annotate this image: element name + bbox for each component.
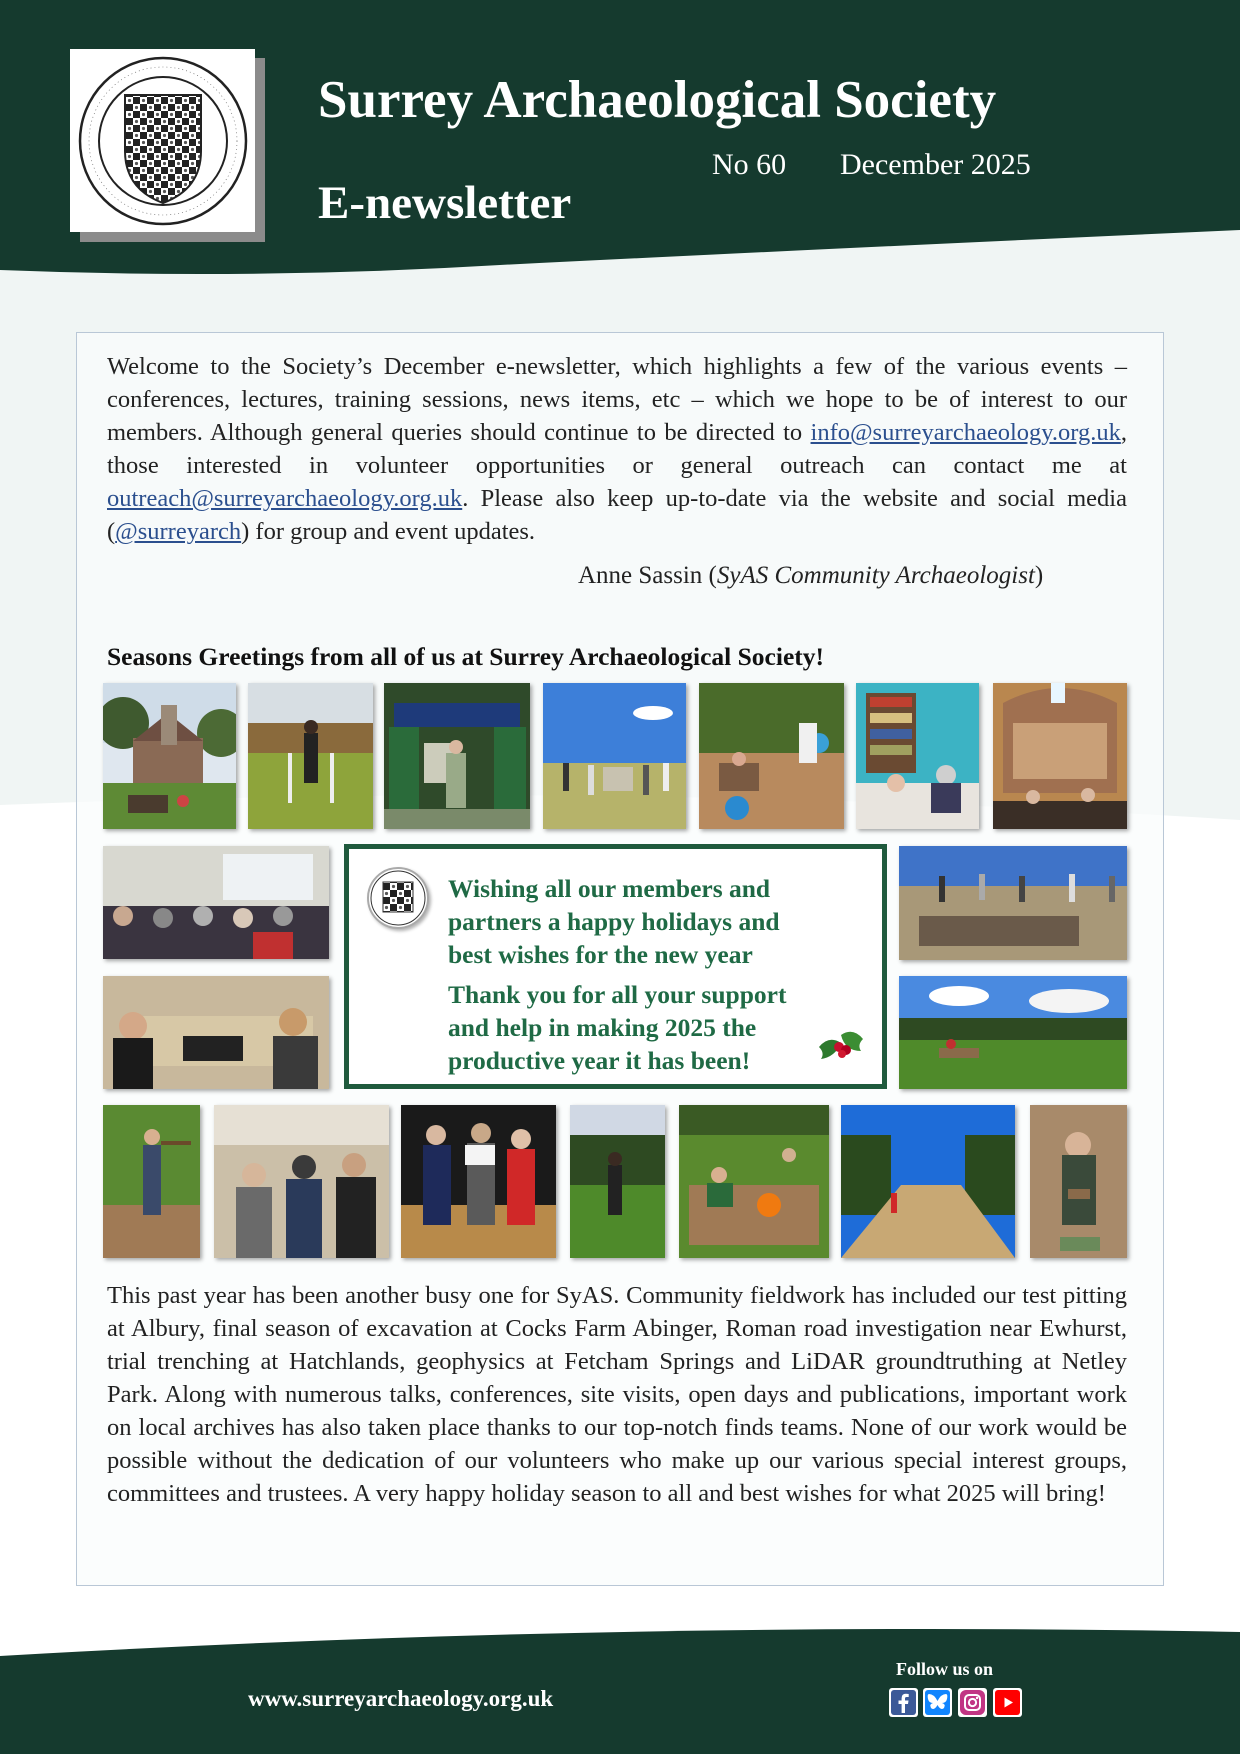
photo-lecture-audience (103, 846, 329, 959)
issue-number: No 60 (712, 148, 787, 181)
intro-text-4: ) for group and event updates. (241, 518, 536, 545)
intro-paragraph (107, 350, 1127, 548)
society-seal-icon (77, 55, 249, 227)
photo-site-visit (543, 683, 686, 829)
signoff-name: Anne Sassin ( (578, 562, 717, 589)
card-line-5: and help in making 2025 the (448, 1013, 757, 1042)
society-seal-logo (70, 49, 255, 232)
holly-icon (815, 1017, 867, 1069)
photo-mattock-dig (103, 1105, 200, 1258)
newsletter-subtitle: E-newsletter (318, 177, 572, 229)
facebook-icon[interactable] (889, 1688, 918, 1717)
photo-roman-road (841, 1105, 1015, 1258)
photo-trench-visit (899, 846, 1127, 960)
signoff (578, 562, 1043, 590)
photo-exhibition-stand (384, 683, 530, 829)
photo-chapel-interior (993, 683, 1127, 829)
follow-us-label: Follow us on (896, 1659, 994, 1679)
photo-archives-library (856, 683, 979, 829)
photo-field-survey (899, 976, 1127, 1089)
society-seal-icon (367, 867, 429, 929)
signoff-close: ) (1034, 562, 1044, 589)
photo-geophysics (248, 683, 373, 829)
photo-excavation-team (679, 1105, 829, 1258)
photo-finds-handling (214, 1105, 389, 1258)
youtube-icon[interactable] (993, 1688, 1022, 1717)
outreach-email-link[interactable]: outreach@surreyarchaeology.org.uk (107, 485, 463, 512)
greetings-heading: Seasons Greetings from all of us at Surrey Archaeological Society! (107, 642, 825, 671)
intro-text-3: . Please also keep up-to-date via the website and social media ( (107, 485, 1127, 545)
photo-test-pit (699, 683, 844, 829)
photo-award-presentation (401, 1105, 556, 1258)
issue-date: December 2025 (840, 148, 1031, 181)
intro-text-1: Welcome to the Society’s December e-newsletter, which highlights a few of the various events – conferences, lectures, training sessions, news items, etc – which we hope to be of interest to our members. Although general queries should continue to be directed to (107, 353, 1127, 446)
card-line-4: Thank you for all your support (448, 980, 787, 1009)
instagram-icon[interactable] (958, 1688, 987, 1717)
photo-volunteer-with-find (1030, 1105, 1127, 1258)
intro-text-2: , those interested in volunteer opportunities or general outreach can contact me at (107, 419, 1127, 479)
footer-band (0, 1629, 1240, 1754)
card-line-6: productive year it has been! (448, 1046, 751, 1075)
year-summary-paragraph: This past year has been another busy one for SyAS. Community fieldwork has included our test pitting at Albury, final season of excavation at Cocks Farm Abinger, Roman road investigation near Ewhurst, trial trenching at Hatchlands, geophysics at Fetcham Springs and LiDAR groundtruthing at Netley Park. Along with numerous talks, conferences, site visits, open days and publications, important work on local archives has also taken place thanks to our top-notch finds teams. None of our work would be possible without the dedication of our volunteers who make up our various special interest groups, committees and trustees. A very happy holiday season to all and best wishes for what 2025 will bring! (107, 1282, 1127, 1507)
card-line-1: Wishing all our members and (448, 874, 771, 903)
social-handle-link[interactable]: @surreyarch (115, 518, 242, 545)
signoff-role: SyAS Community Archaeologist (716, 562, 1035, 589)
info-email-link[interactable]: info@surreyarchaeology.org.uk (810, 419, 1121, 446)
bluesky-icon[interactable] (923, 1688, 952, 1717)
website-link[interactable]: www.surreyarchaeology.org.uk (248, 1686, 554, 1711)
photo-church-excavation (103, 683, 236, 829)
photo-finds-workshop (103, 976, 329, 1089)
holiday-greeting-card (344, 844, 887, 1089)
card-line-2: partners a happy holidays and (448, 907, 780, 936)
photo-metal-detecting (570, 1105, 665, 1258)
society-title: Surrey Archaeological Society (318, 71, 997, 129)
card-line-3: best wishes for the new year (448, 940, 753, 969)
